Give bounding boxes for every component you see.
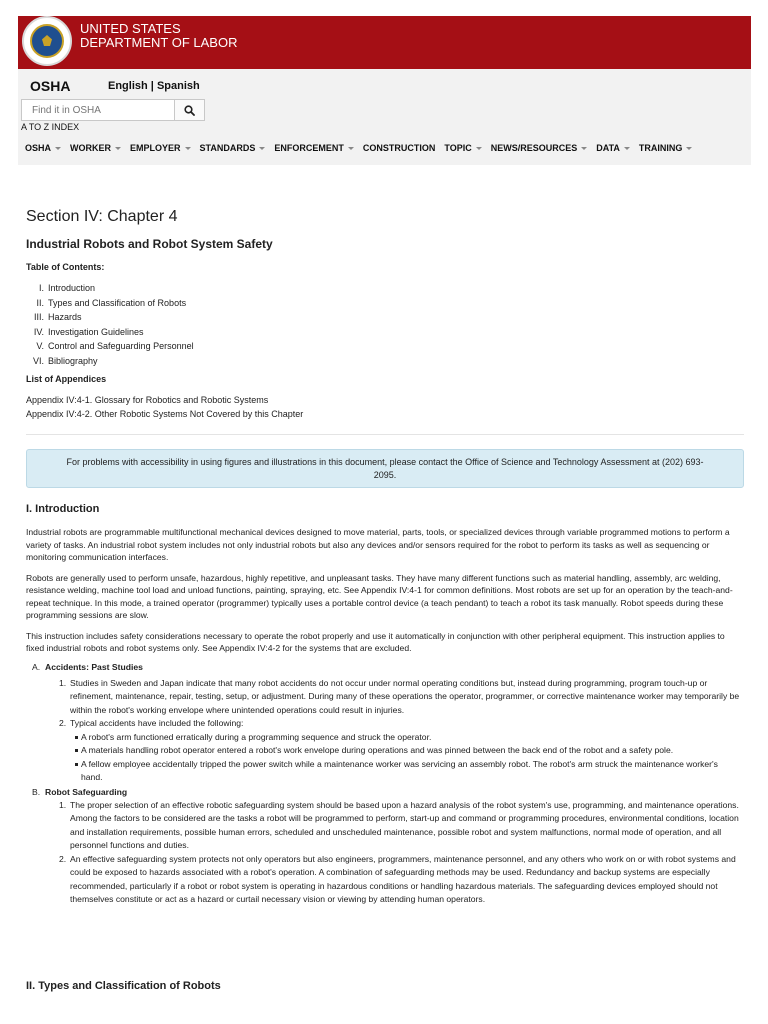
seal-emblem [30, 24, 64, 58]
department-line-1: UNITED STATES [80, 21, 181, 36]
department-line-2: DEPARTMENT OF LABOR [80, 35, 238, 50]
toc-link[interactable]: Types and Classification of Robots [48, 297, 187, 308]
a-to-z-index-link[interactable]: A TO Z INDEX [21, 122, 80, 132]
nav-item-enforcement[interactable] [274, 143, 354, 153]
toc-item[interactable] [26, 325, 744, 340]
magnifier-icon [184, 105, 195, 116]
table-of-contents [26, 281, 744, 368]
toc-link[interactable]: Control and Safeguarding Personnel [48, 341, 194, 351]
divider [26, 434, 744, 435]
list-number: 1. [59, 799, 67, 810]
nav-item-topic[interactable] [444, 143, 481, 153]
caret-down-icon [476, 147, 482, 150]
nav-item-label: EMPLOYER [130, 143, 181, 153]
nav-item-worker[interactable] [70, 143, 121, 153]
types-heading: II. Types and Classification of Robots [26, 980, 221, 992]
caret-down-icon [581, 147, 587, 150]
list-item [59, 677, 744, 718]
nav-item-label: TOPIC [444, 143, 472, 153]
toc-number: III. [33, 312, 44, 322]
bullet-item [71, 744, 744, 758]
section-b-letter: B. [32, 786, 41, 797]
appendix-link[interactable]: Appendix IV:4-1. Glossary for Robotics and Robotic Systems [26, 395, 269, 405]
language-switcher [108, 80, 200, 92]
search-input[interactable] [22, 100, 174, 120]
nav-item-label: OSHA [25, 143, 52, 153]
nav-item-standards[interactable] [200, 143, 266, 153]
search-button[interactable] [174, 100, 204, 120]
toc-link[interactable]: Bibliography [48, 355, 98, 366]
nav-item-construction[interactable] [363, 143, 436, 153]
document-content [26, 208, 744, 907]
nav-item-news-resources[interactable] [491, 143, 588, 153]
lang-spanish-link[interactable]: Spanish [156, 80, 200, 92]
square-bullet-icon [71, 731, 81, 745]
square-bullet-icon [71, 744, 81, 758]
caret-down-icon [259, 147, 265, 150]
section-a-list [59, 677, 744, 785]
nav-item-label: TRAINING [638, 143, 683, 153]
site-name-link[interactable]: OSHA [30, 78, 71, 94]
section-a-title: Accidents: Past Studies [45, 661, 143, 672]
eagle-icon [42, 35, 52, 46]
nav-item-label: NEWS/RESOURCES [490, 143, 578, 153]
nav-item-label: STANDARDS [199, 143, 256, 153]
nav-item-training[interactable] [639, 143, 693, 153]
nav-item-label: WORKER [70, 143, 112, 153]
section-b-title: Robot Safeguarding [45, 786, 128, 797]
caret-down-icon [348, 147, 354, 150]
navigation-band [18, 69, 751, 165]
appendix-list [26, 393, 744, 421]
lang-separator: | [150, 80, 154, 92]
toc-number: IV. [33, 326, 44, 337]
main-nav [25, 143, 701, 153]
appendix-link[interactable]: Appendix IV:4-2. Other Robotic Systems Not Covered by this Chapter [26, 409, 304, 419]
toc-heading: Table of Contents: [26, 262, 105, 272]
toc-item[interactable] [26, 354, 744, 369]
toc-item[interactable] [26, 310, 744, 325]
toc-number: I. [38, 283, 44, 293]
bullet-text: A robot's arm functioned erratically during a programming sequence and struck the operator. [81, 731, 432, 742]
bullet-text: A fellow employee accidentally tripped the power switch while a maintenance worker was servicing an assembly robot. The robot's arm struck the maintenance worker's hand. [81, 758, 718, 782]
appendices-heading: List of Appendices [26, 374, 107, 384]
nav-item-label: CONSTRUCTION [362, 143, 436, 153]
section-a-letter: A. [32, 661, 41, 672]
list-text: Typical accidents have included the following: [70, 718, 244, 728]
list-text: Studies in Sweden and Japan indicate that many robot accidents do not occur under normal operating conditions but, instead during programming, program touch-up or refinement, maintenance, repair, testing, setup, or adjustment. During many of these operations the operator, programmer, or corrective maintenance worker may temporarily be within the robot's working envelope where unintended operations could result in injuries. [70, 677, 740, 715]
dol-seal-icon[interactable] [22, 16, 72, 66]
toc-item[interactable] [26, 296, 744, 311]
toc-link[interactable]: Introduction [48, 283, 96, 293]
department-name[interactable] [80, 22, 237, 50]
list-item [59, 853, 744, 907]
toc-number: VI. [32, 355, 44, 366]
nav-item-label: DATA [596, 143, 620, 153]
accessibility-notice: For problems with accessibility in using figures and illustrations in this document, please contact the Office of Science and Technology Assessment at (202) 693-2095. [26, 449, 744, 488]
caret-down-icon [185, 147, 191, 150]
bullet-item [71, 758, 744, 785]
intro-paragraph-3: This instruction includes safety considerations necessary to operate the robot properly and use it automatically in conjunction with other peripheral equipment. This instruction applies to fixed industrial robots and robot systems only. See Appendix IV:4-2 for the systems that are excluded. [26, 630, 725, 653]
toc-link[interactable]: Investigation Guidelines [48, 326, 144, 337]
list-number: 2. [59, 718, 67, 728]
section-b-list [59, 799, 744, 907]
bullet-item [71, 731, 744, 745]
section-a-heading [32, 662, 744, 672]
toc-item[interactable] [26, 281, 744, 296]
lang-english-link[interactable]: English [108, 80, 148, 92]
page-title: Section IV: Chapter 4 [26, 208, 178, 225]
list-number: 2. [59, 853, 67, 864]
section-b [32, 787, 744, 907]
nav-item-label: ENFORCEMENT [274, 143, 344, 153]
section-a [32, 662, 744, 785]
list-number: 1. [59, 677, 67, 688]
toc-number: II. [36, 297, 44, 308]
caret-down-icon [55, 147, 61, 150]
search-box [21, 99, 205, 121]
nav-item-employer[interactable] [130, 143, 191, 153]
caret-down-icon [686, 147, 692, 150]
list-text: An effective safeguarding system protects not only operators but also engineers, programmers, maintenance personnel, and any others who work on or with robot systems and could be exposed to hazards associated with a robot's operation. A combination of safeguarding methods may be used. Redundancy and backup systems are especially recommended, particularly if a robot or robot system is operating in hazardous conditions or handling hazardous materials. The safeguarding devices employed should not themselves constitute or act as a hazard or curtail necessary vision or viewing by attending human operators. [70, 853, 736, 904]
square-bullet-icon [71, 758, 81, 785]
caret-down-icon [115, 147, 121, 150]
caret-down-icon [624, 147, 630, 150]
intro-paragraph-2: Robots are generally used to perform unsafe, hazardous, highly repetitive, and unpleasant tasks. They have many different functions such as material handling, assembly, arc welding, resistance welding, machine tool load and unload functions, painting, spraying, etc. See Appendix IV:4-1 for common definitions. Most robots are set up for an operation by the teach-and-repeat technique. In this mode, a trained operator (programmer) typically uses a portable control device (a teach pendant) to teach a robot its task manually. Robot speeds during these programming sessions are slow. [26, 572, 733, 620]
nav-item-osha[interactable] [25, 143, 61, 153]
list-item [59, 799, 744, 853]
section-b-heading [32, 787, 744, 797]
intro-paragraph-1: Industrial robots are programmable multifunctional mechanical devices designed to move material, parts, tools, or specialized devices through variable programmed motions to perform a variety of tasks. An industrial robot system includes not only industrial robots but also any devices and/or sensors required for the robot to perform its tasks as well as sequencing or monitoring communication interfaces. [26, 527, 730, 562]
nav-item-data[interactable] [596, 143, 630, 153]
toc-link[interactable]: Hazards [48, 312, 82, 322]
list-item [59, 717, 744, 731]
bullet-text: A materials handling robot operator entered a robot's work envelope during operations and was pinned between the back end of the robot and a safety pole. [81, 745, 674, 755]
list-text: The proper selection of an effective robotic safeguarding system should be based upon a hazard analysis of the robot system's use, programming, and maintenance operations. Among the factors to be considered are the tasks a robot will be programmed to perform, start-up and command or programming procedures, environmental conditions, location and installation requirements, possible human errors, scheduled and unscheduled maintenance, possible robot and system malfunctions, normal mode of operation, and all personnel functions and duties. [70, 799, 739, 850]
intro-heading: I. Introduction [26, 503, 100, 515]
header-banner [18, 16, 751, 69]
toc-item[interactable] [26, 339, 744, 354]
chapter-subtitle: Industrial Robots and Robot System Safety [26, 237, 273, 251]
toc-number: V. [36, 341, 44, 351]
accident-bullets [71, 731, 744, 785]
